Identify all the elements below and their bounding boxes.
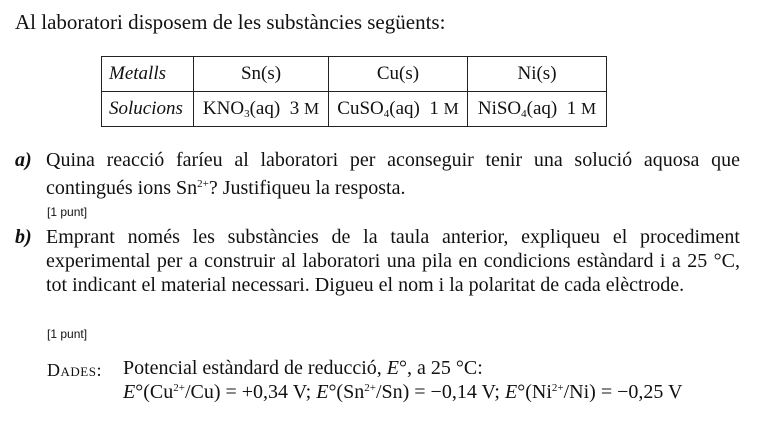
row-header-solucions: Solucions — [102, 92, 194, 127]
dades-line-1: Potencial estàndard de reducció, E°, a 25 °C: — [123, 357, 483, 379]
question-b-points: [1 punt] — [47, 327, 88, 341]
intro-text: Al laboratori disposem de les substàncies següents: — [15, 10, 446, 34]
metal-cell: Sn(s) — [194, 57, 329, 92]
question-a-text: Quina reacció faríeu al laboratori per aconseguir tenir una solució aquosa que contingués ions $Sn^{2+}$? Justifiqueu la resposta. — [46, 149, 740, 199]
metal-cell: Ni(s) — [468, 57, 607, 92]
question-a — [15, 148, 740, 200]
table-row — [102, 92, 607, 127]
solution-cell: $KNO_3(aq)$ 3 M — [194, 92, 329, 127]
dades-label: Dades: — [47, 360, 102, 380]
solution-cell: NiSO$_4$(aq) 1 M — [468, 92, 607, 127]
question-b-letter: b) — [15, 226, 32, 248]
question-a-points: [1 punt] — [47, 205, 88, 219]
substances-table — [101, 56, 607, 127]
table-row — [102, 57, 607, 92]
solution-cell: CuSO$_4$(aq) 1 M — [329, 92, 468, 127]
question-b — [15, 225, 740, 297]
metal-cell: Cu(s) — [329, 57, 468, 92]
question-a-letter: a) — [15, 149, 32, 171]
row-header-metalls: Metalls — [102, 57, 194, 92]
dades-potentials: $E^\circ(Cu^{2+}/Cu) = +0,34$ V; $E^\circ(Sn^{2+}/Sn) = -0,14$ V; $E^\circ(Ni^{2+}/Ni) = -0,25$ V — [123, 381, 683, 403]
question-b-text: Emprant només les substàncies de la taula anterior, expliqueu el procediment experimental per a construir al laboratori una pila en condicions estàndard i a 25 °C, tot indicant el material necessari. Digueu el nom i la polaritat de cada elèctrode. — [46, 226, 740, 296]
